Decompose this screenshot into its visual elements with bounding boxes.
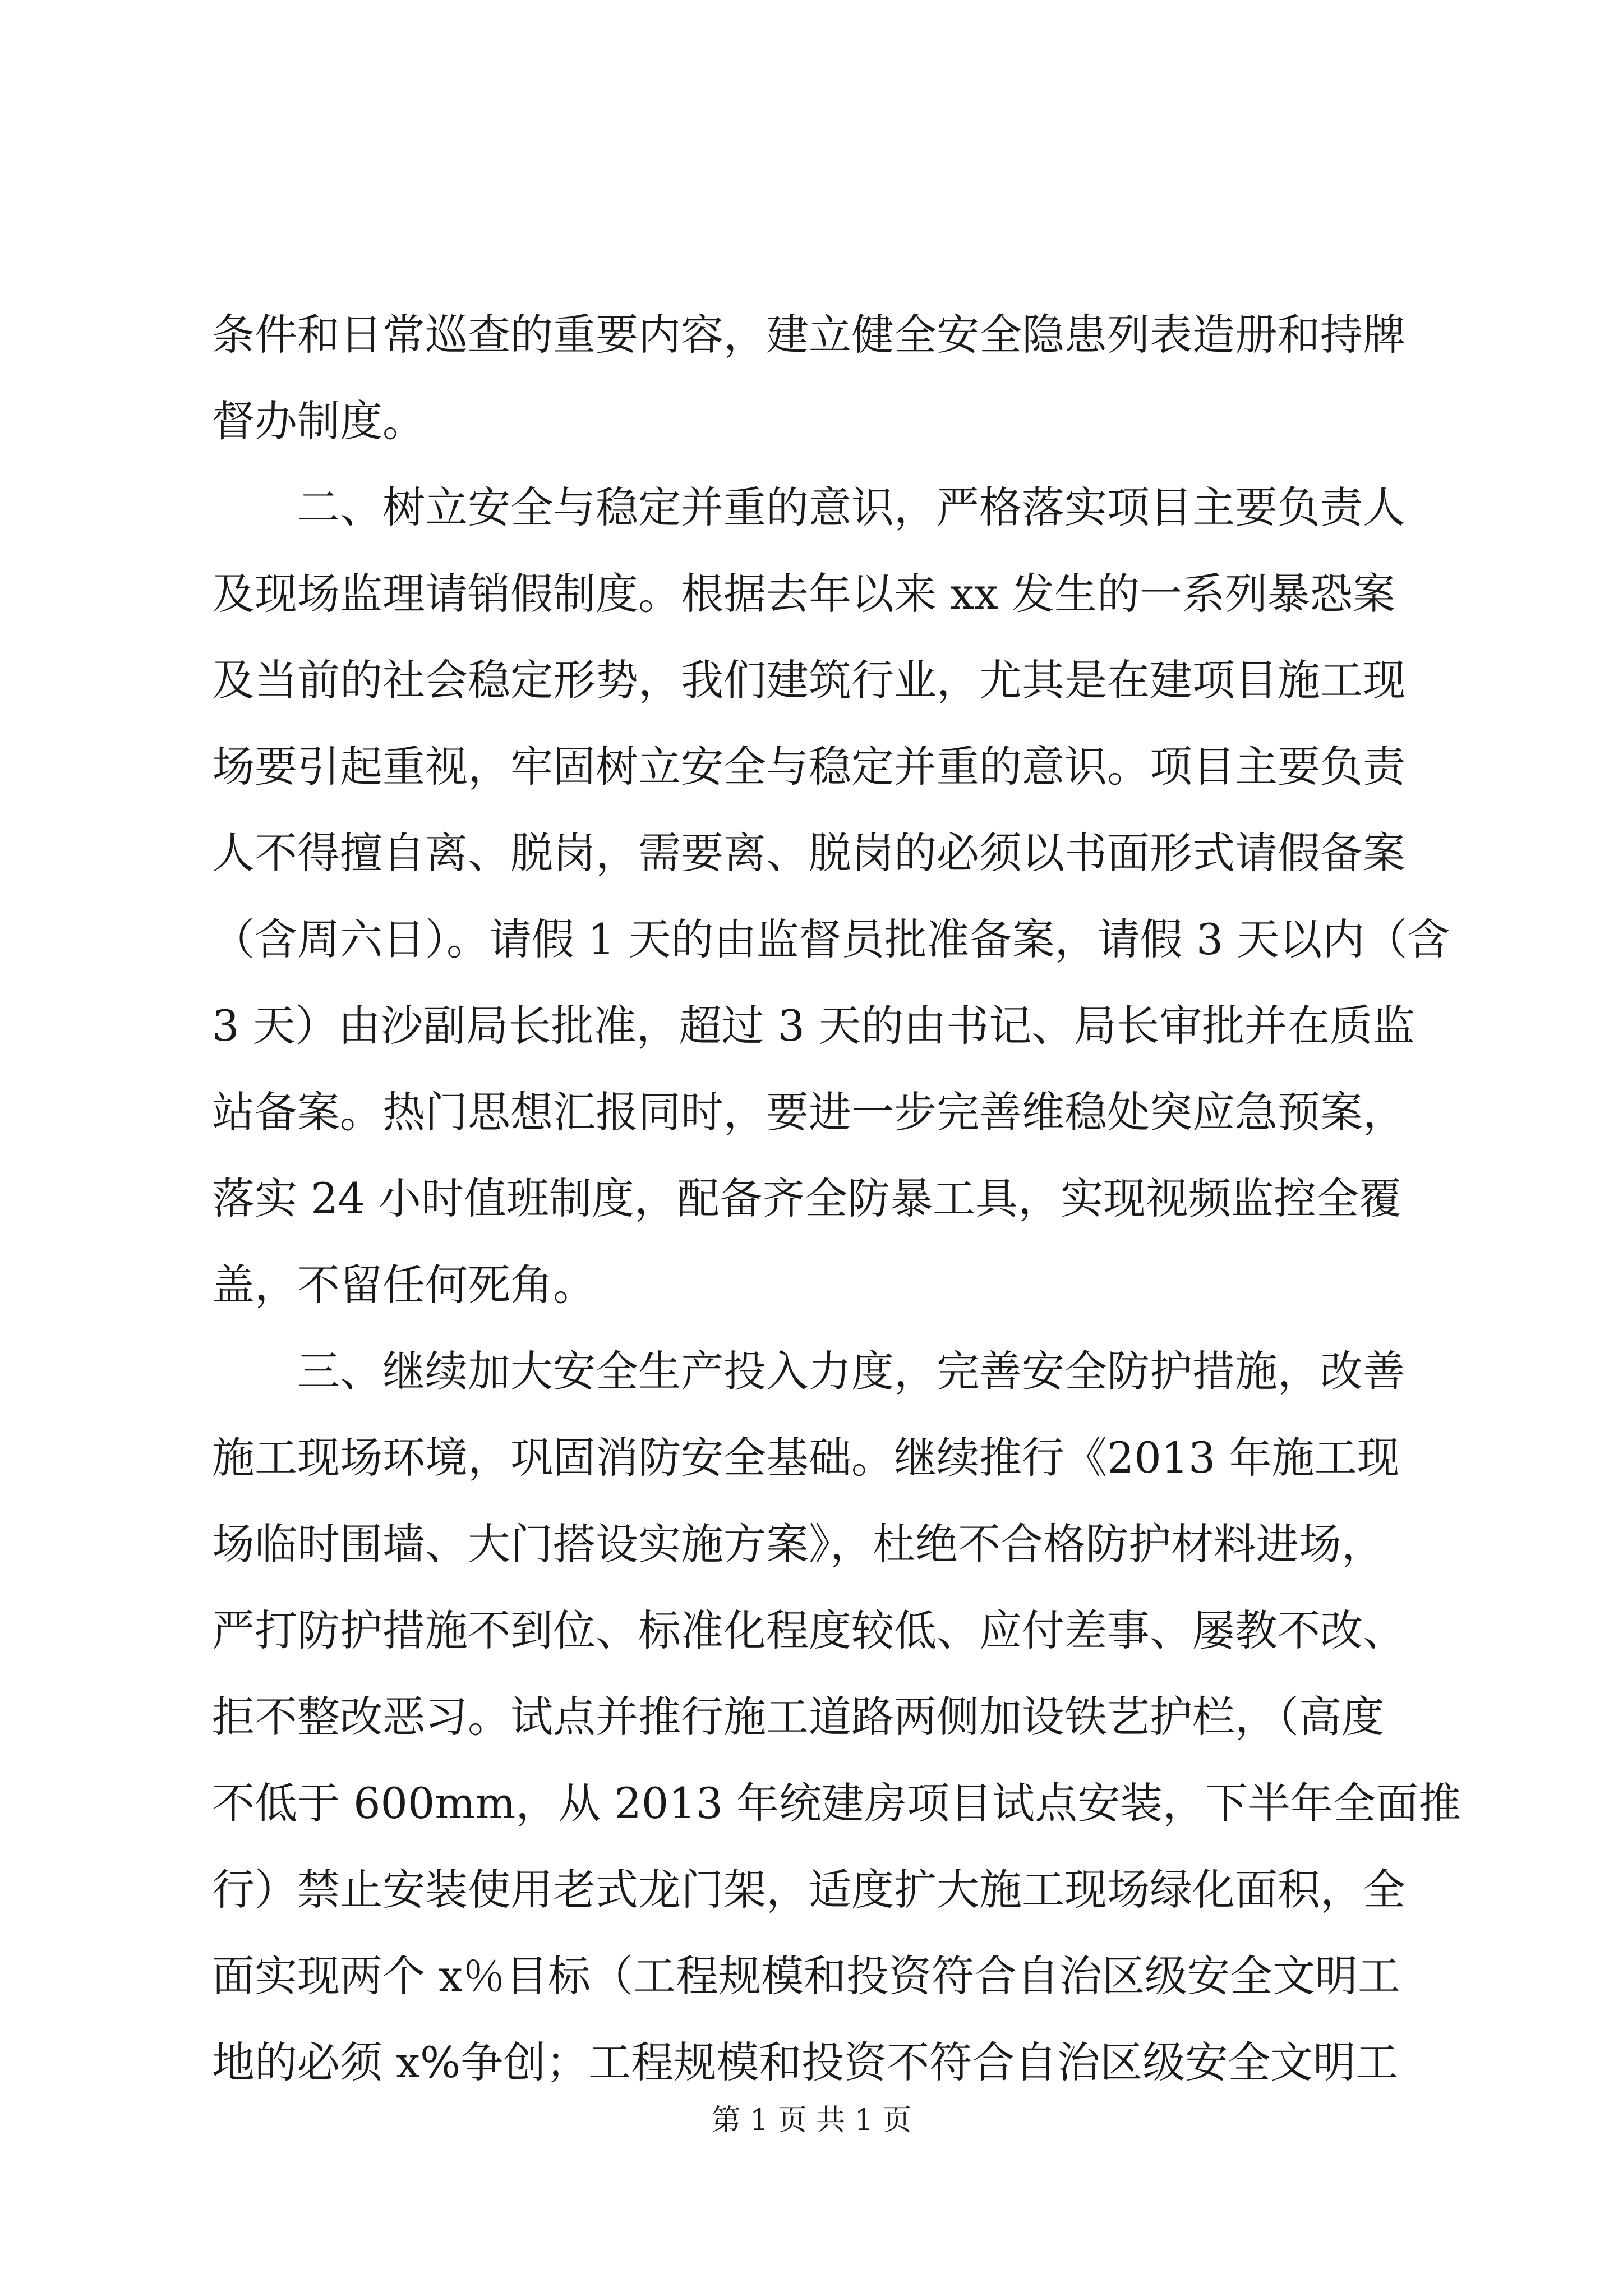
text-line: 及现场监理请销假制度。根据去年以来 xx 发生的一系列暴恐案: [212, 569, 1396, 619]
text-line: 三、继续加大安全生产投入力度，完善安全防护措施，改善: [212, 1346, 1405, 1396]
document-body: [212, 292, 1461, 2106]
text-line: 人不得擅自离、脱岗，需要离、脱岗的必须以书面形式请假备案: [212, 828, 1405, 878]
text-line: 严打防护措施不到位、标准化程度较低、应付差事、屡教不改、: [212, 1605, 1405, 1655]
text-line: 条件和日常巡查的重要内容，建立健全安全隐患列表造册和持牌: [212, 310, 1405, 360]
text-line: 地的必须 x%争创；工程规模和投资不符合自治区级安全文明工: [212, 2037, 1399, 2087]
text-line: 施工现场环境，巩固消防安全基础。继续推行《2013 年施工现: [212, 1433, 1400, 1483]
text-line: 拒不整改恶习。试点并推行施工道路两侧加设铁艺护栏，（高度: [212, 1692, 1384, 1742]
text-line: 不低于 600mm，从 2013 年统建房项目试点安装，下半年全面推: [212, 1778, 1461, 1828]
text-line: 3 天）由沙副局长批准，超过 3 天的由书记、局长审批并在质监: [212, 1001, 1415, 1051]
text-line: 落实 24 小时值班制度，配备齐全防暴工具，实现视频监控全覆: [212, 1174, 1402, 1223]
text-line: 场临时围墙、大门搭设实施方案》，杜绝不合格防护材料进场，: [212, 1519, 1384, 1569]
text-line: 面实现两个 x％目标（工程规模和投资符合自治区级安全文明工: [212, 1951, 1401, 2001]
text-line: （含周六日）。请假 1 天的由监督员批准备案，请假 3 天以内（含: [212, 914, 1450, 964]
text-line: 盖，不留任何死角。: [212, 1260, 596, 1310]
text-line: 场要引起重视，牢固树立安全与稳定并重的意识。项目主要负责: [212, 742, 1405, 792]
text-line: 督办制度。: [212, 396, 425, 446]
text-line: 及当前的社会稳定形势，我们建筑行业，尤其是在建项目施工现: [212, 655, 1405, 705]
page-footer: 第 1 页 共 1 页: [711, 2104, 912, 2137]
text-line: 行）禁止安装使用老式龙门架，适度扩大施工现场绿化面积，全: [212, 1865, 1405, 1915]
text-line: 二、树立安全与稳定并重的意识，严格落实项目主要负责人: [212, 482, 1405, 532]
text-line: 站备案。热门思想汇报同时，要进一步完善维稳处突应急预案，: [212, 1087, 1405, 1137]
